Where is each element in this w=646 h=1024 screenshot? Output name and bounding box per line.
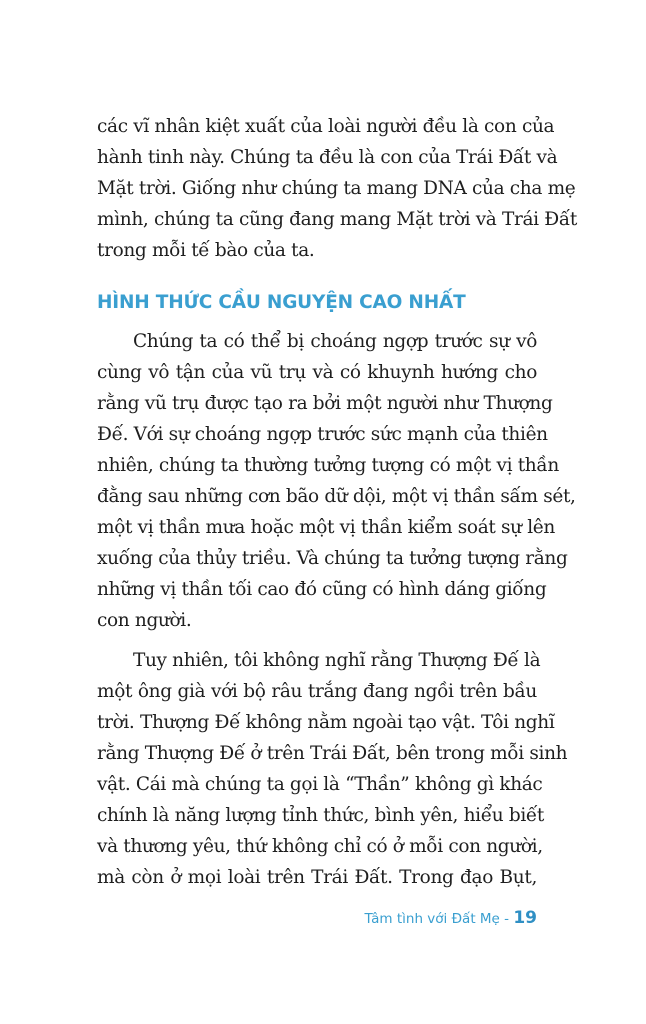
text-line: xuống của thủy triều. Và chúng ta tưởng tượng rằng [97, 548, 568, 569]
text-line: các vĩ nhân kiệt xuất của loài người đều là con của [97, 116, 555, 137]
text-line: những vị thần tối cao đó cũng có hình dáng giống [97, 579, 547, 600]
text-line: một vị thần mưa hoặc một vị thần kiểm soát sự lên [97, 517, 555, 538]
page-footer [360, 908, 537, 928]
text-line: Chúng ta có thể bị choáng ngợp trước sự vô [133, 331, 537, 352]
text-line: đằng sau những cơn bão dữ dội, một vị thần sấm sét, [97, 486, 576, 507]
text-line: và thương yêu, thứ không chỉ có ở mỗi con người, [97, 836, 543, 857]
text-line: rằng vũ trụ được tạo ra bởi một người như Thượng [97, 393, 553, 414]
paragraph-spacer [97, 636, 537, 645]
text-line: trong mỗi tế bào của ta. [97, 240, 315, 261]
text-line: Đế. Với sự choáng ngợp trước sức mạnh của thiên [97, 424, 548, 445]
text-line: Tuy nhiên, tôi không nghĩ rằng Thượng Đế là [133, 650, 541, 671]
text-line: con người. [97, 610, 192, 631]
text-line: rằng Thượng Đế ở trên Trái Đất, bên trong mỗi sinh [97, 743, 568, 764]
text-line: hành tinh này. Chúng ta đều là con của Trái Đất và [97, 147, 558, 168]
section-heading: HÌNH THỨC CẦU NGUYỆN CAO NHẤT [97, 292, 466, 313]
text-line: mà còn ở mọi loài trên Trái Đất. Trong đạo Bụt, [97, 867, 537, 888]
book-title: Tâm tình với Đất Mẹ - [364, 911, 514, 927]
page-number: 19 [513, 908, 537, 928]
paragraph-2 [97, 645, 568, 893]
text-line: Mặt trời. Giống như chúng ta mang DNA của cha mẹ [97, 178, 576, 199]
text-line: trời. Thượng Đế không nằm ngoài tạo vật. Tôi nghĩ [97, 712, 555, 733]
text-line: nhiên, chúng ta thường tưởng tượng có một vị thần [97, 455, 559, 476]
paragraph-intro [97, 111, 577, 266]
page-body [97, 111, 577, 893]
text-line: cùng vô tận của vũ trụ và có khuynh hướng cho [97, 362, 537, 383]
paragraph-1 [97, 326, 576, 636]
text-line: mình, chúng ta cũng đang mang Mặt trời và Trái Đất [97, 209, 577, 230]
text-line: vật. Cái mà chúng ta gọi là “Thần” không gì khác [97, 774, 543, 795]
text-line: một ông già với bộ râu trắng đang ngồi trên bầu [97, 681, 537, 702]
text-line: chính là năng lượng tỉnh thức, bình yên, hiểu biết [97, 805, 544, 826]
